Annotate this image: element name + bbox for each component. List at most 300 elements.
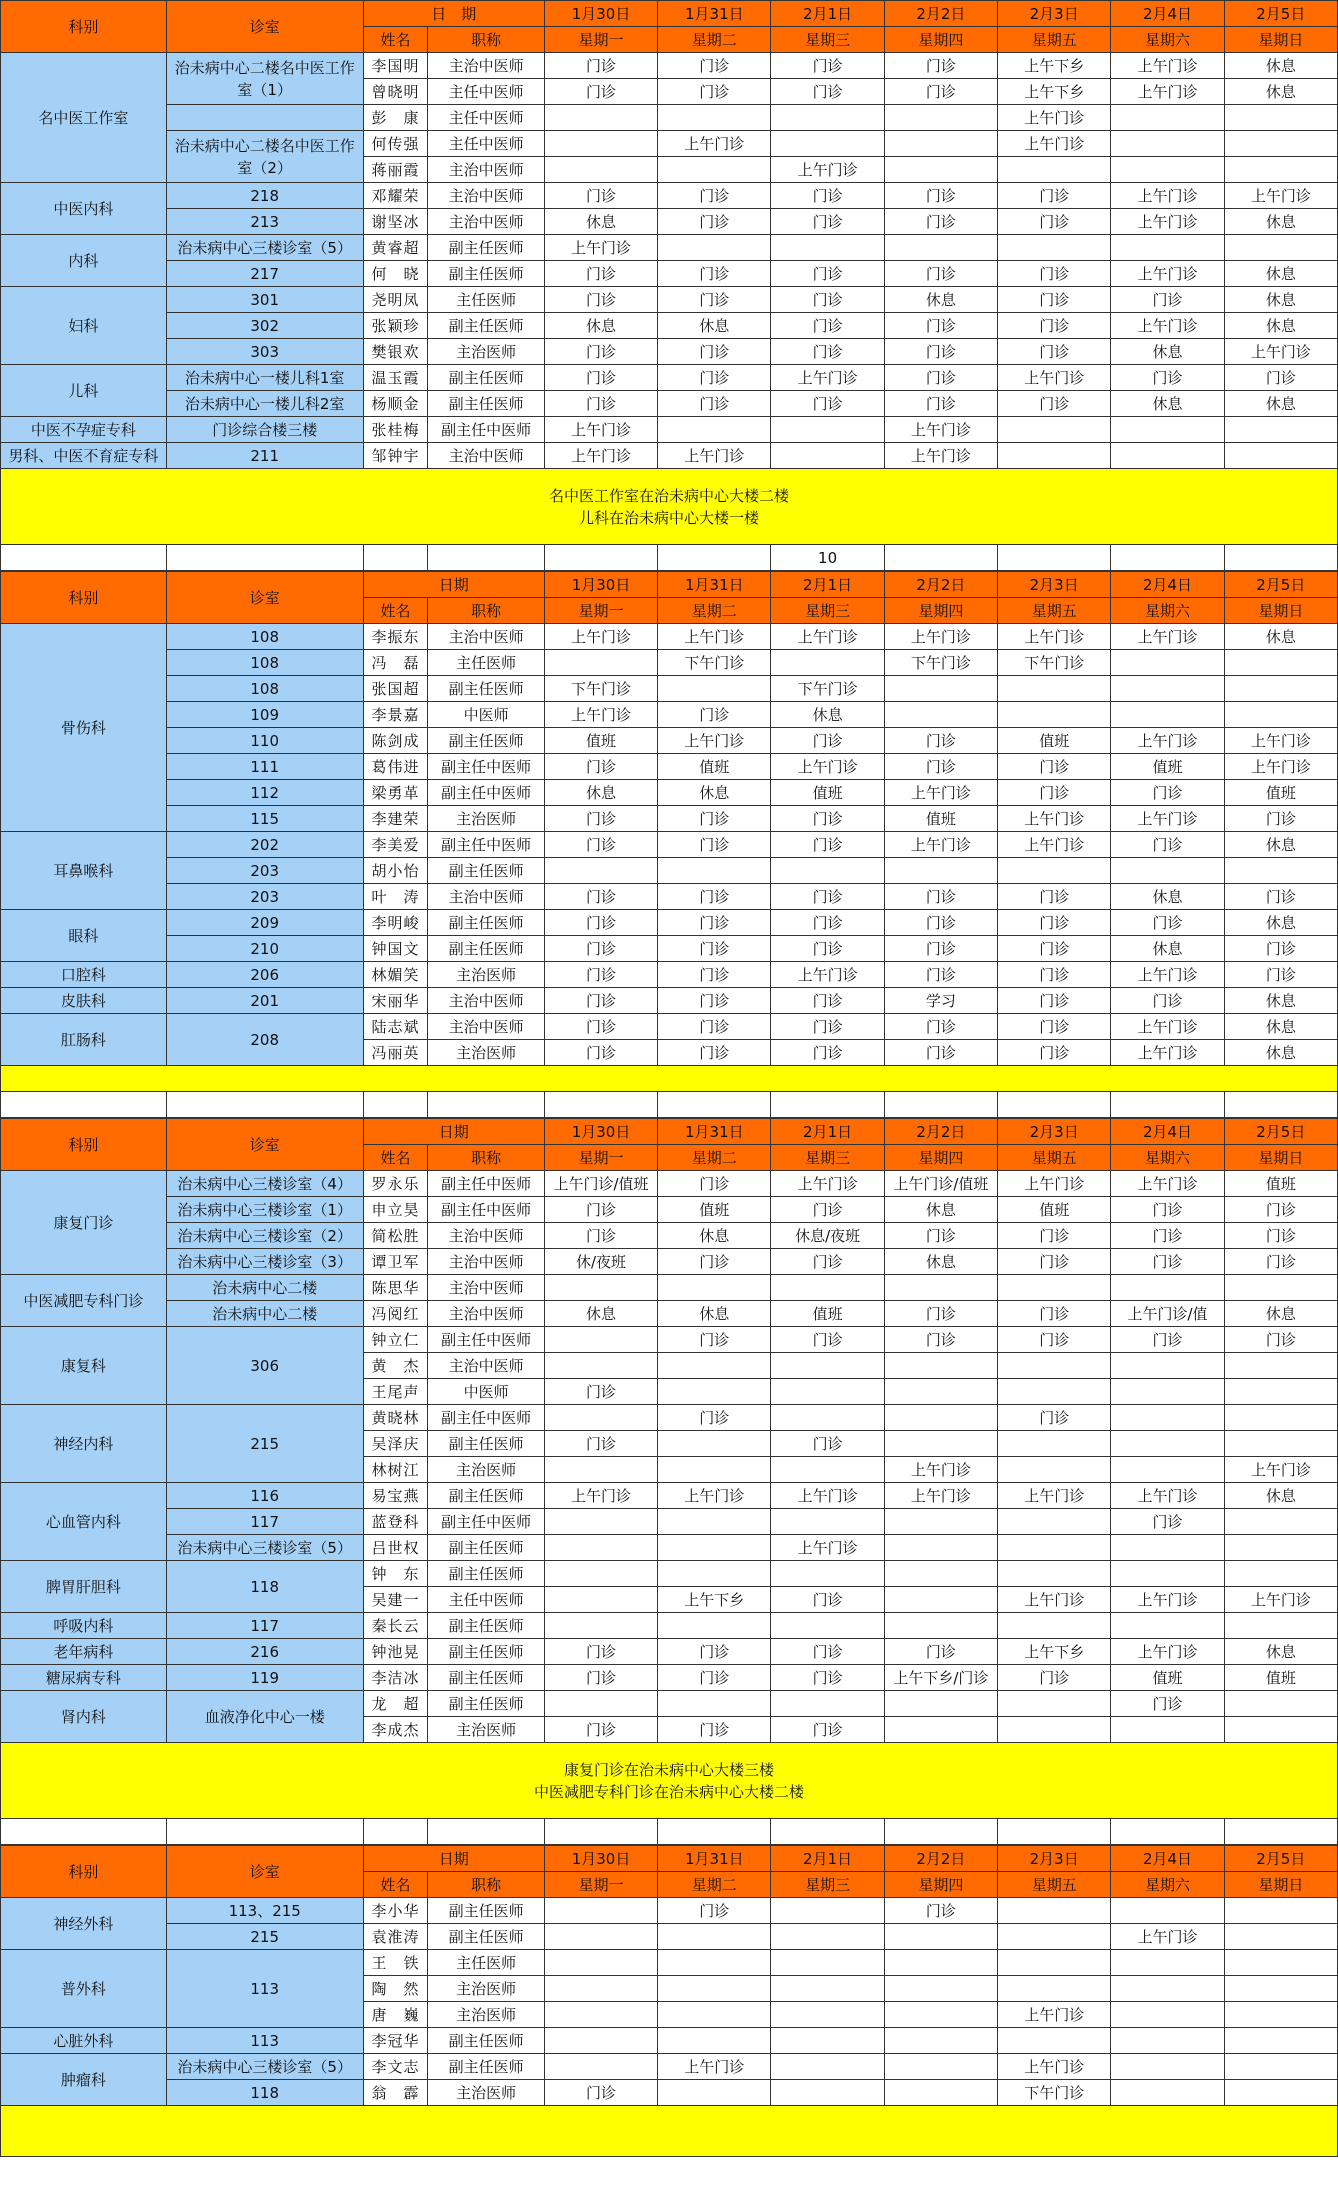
date-header: 2月3日 <box>998 572 1111 598</box>
schedule-cell: 门诊 <box>1224 936 1337 962</box>
department-cell: 神经内科 <box>1 1405 167 1483</box>
doctor-title: 主任中医师 <box>428 131 544 157</box>
note-text: 儿科在治未病中心大楼一楼 <box>578 508 759 527</box>
schedule-cell <box>1111 2002 1224 2028</box>
schedule-cell <box>998 1275 1111 1301</box>
schedule-cell <box>998 1950 1111 1976</box>
doctor-title: 主任中医师 <box>428 105 544 131</box>
department-cell: 心血管内科 <box>1 1483 167 1561</box>
schedule-cell: 上午门诊 <box>658 131 771 157</box>
weekday-header: 星期三 <box>771 1145 884 1171</box>
doctor-title: 主任中医师 <box>428 1587 544 1613</box>
schedule-cell: 门诊 <box>998 988 1111 1014</box>
schedule-cell <box>658 1976 771 2002</box>
weekday-header: 星期五 <box>998 598 1111 624</box>
date-header: 1月31日 <box>658 572 771 598</box>
schedule-cell: 门诊 <box>544 1379 657 1405</box>
schedule-cell <box>1111 1561 1224 1587</box>
schedule-cell: 门诊 <box>544 754 657 780</box>
schedule-cell <box>884 1587 997 1613</box>
doctor-name: 易宝燕 <box>363 1483 428 1509</box>
note-text: 康复门诊在治未病中心大楼三楼 <box>563 1760 774 1779</box>
blank-cell <box>1224 545 1337 571</box>
schedule-cell <box>884 2002 997 2028</box>
doctor-title: 副主任医师 <box>428 1431 544 1457</box>
room-cell: 115 <box>166 806 363 832</box>
doctor-row <box>1 53 1338 79</box>
schedule-cell: 门诊 <box>544 365 657 391</box>
schedule-cell <box>544 1924 657 1950</box>
doctor-row <box>1 105 1338 131</box>
doctor-title: 副主任医师 <box>428 365 544 391</box>
doctor-title: 副主任中医师 <box>428 1171 544 1197</box>
schedule-cell <box>1224 1379 1337 1405</box>
doctor-row <box>1 417 1338 443</box>
schedule-cell: 门诊 <box>658 962 771 988</box>
schedule-cell: 上午门诊/值班 <box>544 1171 657 1197</box>
date-header: 2月3日 <box>998 1119 1111 1145</box>
room-cell: 治未病中心三楼诊室（2） <box>166 1223 363 1249</box>
schedule-cell: 门诊 <box>658 1014 771 1040</box>
schedule-cell: 门诊 <box>884 1040 997 1066</box>
schedule-cell: 门诊 <box>771 1431 884 1457</box>
schedule-cell: 门诊 <box>884 1327 997 1353</box>
room-cell: 治未病中心三楼诊室（5） <box>166 1535 363 1561</box>
schedule-cell: 门诊 <box>1111 832 1224 858</box>
date-header: 2月2日 <box>884 572 997 598</box>
schedule-cell <box>544 2054 657 2080</box>
department-cell: 糖尿病专科 <box>1 1665 167 1691</box>
schedule-cell: 门诊 <box>771 988 884 1014</box>
schedule-cell: 门诊 <box>998 391 1111 417</box>
schedule-cell: 下午门诊 <box>544 676 657 702</box>
schedule-cell: 上午门诊 <box>1111 53 1224 79</box>
doctor-row <box>1 1301 1338 1327</box>
doctor-row <box>1 936 1338 962</box>
schedule-cell <box>1224 1509 1337 1535</box>
weekday-header: 星期六 <box>1111 1872 1224 1898</box>
doctor-row <box>1 365 1338 391</box>
doctor-row <box>1 1561 1338 1587</box>
schedule-cell <box>1111 1950 1224 1976</box>
schedule-cell: 门诊 <box>1111 1249 1224 1275</box>
schedule-cell: 门诊 <box>884 1898 997 1924</box>
schedule-cell: 值班 <box>544 728 657 754</box>
department-cell: 儿科 <box>1 365 167 417</box>
schedule-cell <box>1224 131 1337 157</box>
schedule-cell <box>998 1535 1111 1561</box>
doctor-name: 李洁冰 <box>363 1665 428 1691</box>
schedule-cell <box>544 2002 657 2028</box>
schedule-cell <box>544 131 657 157</box>
schedule-cell <box>998 676 1111 702</box>
room-cell: 108 <box>166 650 363 676</box>
room-cell: 302 <box>166 313 363 339</box>
schedule-cell <box>1224 1275 1337 1301</box>
blank-cell <box>363 1819 428 1845</box>
schedule-cell <box>544 858 657 884</box>
doctor-row <box>1 183 1338 209</box>
schedule-cell: 上午门诊 <box>998 1171 1111 1197</box>
doctor-name: 林媚笑 <box>363 962 428 988</box>
schedule-cell <box>658 1275 771 1301</box>
doctor-title: 副主任医师 <box>428 1561 544 1587</box>
doctor-name: 李冠华 <box>363 2028 428 2054</box>
department-cell: 中医减肥专科门诊 <box>1 1275 167 1327</box>
schedule-cell <box>884 1561 997 1587</box>
doctor-name: 李建荣 <box>363 806 428 832</box>
schedule-cell: 门诊 <box>771 806 884 832</box>
doctor-name: 谭卫军 <box>363 1249 428 1275</box>
doctor-row <box>1 2028 1338 2054</box>
blank-cell <box>544 1819 657 1845</box>
room-cell: 治未病中心二楼名中医工作室（2） <box>166 131 363 183</box>
date-header: 2月4日 <box>1111 1 1224 27</box>
schedule-cell: 门诊 <box>1224 806 1337 832</box>
schedule-cell: 门诊 <box>658 209 771 235</box>
doctor-row <box>1 728 1338 754</box>
schedule-cell: 上午门诊 <box>771 365 884 391</box>
weekday-header: 星期三 <box>771 27 884 53</box>
schedule-cell <box>1111 1535 1224 1561</box>
doctor-row <box>1 1197 1338 1223</box>
schedule-cell: 门诊 <box>544 936 657 962</box>
doctor-row <box>1 1950 1338 1976</box>
room-cell: 治未病中心三楼诊室（5） <box>166 235 363 261</box>
schedule-cell <box>1111 702 1224 728</box>
blank-cell <box>771 1092 884 1118</box>
schedule-cell: 门诊 <box>658 884 771 910</box>
schedule-cell: 门诊 <box>998 1405 1111 1431</box>
date-header: 2月1日 <box>771 572 884 598</box>
room-cell <box>166 105 363 131</box>
room-column-header: 诊室 <box>166 1846 363 1898</box>
schedule-cell: 休息 <box>658 1301 771 1327</box>
room-cell: 306 <box>166 1327 363 1405</box>
schedule-cell: 休息 <box>1224 988 1337 1014</box>
doctor-title: 副主任中医师 <box>428 1197 544 1223</box>
schedule-cell: 门诊 <box>771 79 884 105</box>
schedule-cell: 休息/夜班 <box>771 1223 884 1249</box>
room-cell: 211 <box>166 443 363 469</box>
schedule-cell <box>544 1457 657 1483</box>
schedule-cell <box>1111 157 1224 183</box>
schedule-cell: 上午门诊 <box>1111 1587 1224 1613</box>
room-cell: 206 <box>166 962 363 988</box>
schedule-cell: 门诊 <box>884 936 997 962</box>
schedule-cell <box>658 1924 771 1950</box>
doctor-title: 副主任医师 <box>428 1898 544 1924</box>
doctor-title: 主治医师 <box>428 806 544 832</box>
department-cell: 神经外科 <box>1 1898 167 1950</box>
schedule-cell: 门诊 <box>658 287 771 313</box>
schedule-cell <box>544 2028 657 2054</box>
schedule-cell: 上午门诊 <box>1224 183 1337 209</box>
doctor-title: 副主任医师 <box>428 1639 544 1665</box>
schedule-cell <box>884 1535 997 1561</box>
schedule-cell: 门诊 <box>771 1249 884 1275</box>
schedule-cell <box>1224 235 1337 261</box>
schedule-cell: 门诊 <box>544 183 657 209</box>
blank-cell <box>998 1819 1111 1845</box>
schedule-cell: 上午门诊 <box>1111 1483 1224 1509</box>
doctor-row <box>1 1691 1338 1717</box>
doctor-name: 秦长云 <box>363 1613 428 1639</box>
blank-cell <box>1111 1819 1224 1845</box>
schedule-cell <box>1224 1950 1337 1976</box>
date-header: 1月31日 <box>658 1 771 27</box>
doctor-name: 张国超 <box>363 676 428 702</box>
doctor-title: 副主任医师 <box>428 910 544 936</box>
doctor-title: 副主任医师 <box>428 2054 544 2080</box>
schedule-cell: 值班 <box>1224 1171 1337 1197</box>
doctor-name: 冯阅红 <box>363 1301 428 1327</box>
doctor-row <box>1 832 1338 858</box>
schedule-cell: 门诊 <box>658 183 771 209</box>
schedule-cell <box>884 235 997 261</box>
schedule-cell: 门诊 <box>544 261 657 287</box>
schedule-cell <box>884 702 997 728</box>
schedule-cell: 上午门诊 <box>884 443 997 469</box>
schedule-cell: 门诊 <box>998 1014 1111 1040</box>
doctor-row <box>1 1924 1338 1950</box>
room-column-header: 诊室 <box>166 1 363 53</box>
room-cell: 门诊综合楼三楼 <box>166 417 363 443</box>
doctor-title: 副主任医师 <box>428 261 544 287</box>
doctor-name: 陈思华 <box>363 1275 428 1301</box>
schedule-cell: 上午门诊 <box>771 157 884 183</box>
doctor-row <box>1 676 1338 702</box>
date-header: 2月2日 <box>884 1846 997 1872</box>
note-band <box>1 1066 1338 1092</box>
schedule-cell <box>771 1457 884 1483</box>
schedule-cell: 门诊 <box>884 1639 997 1665</box>
schedule-cell: 上午门诊 <box>544 235 657 261</box>
title-column-header: 职称 <box>428 1872 544 1898</box>
doctor-title: 副主任医师 <box>428 936 544 962</box>
doctor-title: 副主任医师 <box>428 1613 544 1639</box>
schedule-cell: 上午门诊 <box>1224 339 1337 365</box>
doctor-title: 副主任医师 <box>428 1665 544 1691</box>
doctor-row <box>1 962 1338 988</box>
schedule-cell: 门诊 <box>658 365 771 391</box>
schedule-cell: 门诊 <box>1224 1223 1337 1249</box>
blank-cell <box>998 1092 1111 1118</box>
doctor-title: 副主任中医师 <box>428 780 544 806</box>
doctor-title: 主任医师 <box>428 1950 544 1976</box>
doctor-name: 陆志斌 <box>363 1014 428 1040</box>
doctor-name: 谢坚冰 <box>363 209 428 235</box>
schedule-cell <box>771 1976 884 2002</box>
room-cell: 203 <box>166 858 363 884</box>
schedule-cell <box>884 1976 997 2002</box>
schedule-cell <box>771 2080 884 2106</box>
doctor-name: 张颖珍 <box>363 313 428 339</box>
date-header: 2月5日 <box>1224 1119 1337 1145</box>
schedule-cell: 值班 <box>1111 1665 1224 1691</box>
schedule-cell <box>1111 105 1224 131</box>
schedule-cell <box>771 1691 884 1717</box>
schedule-cell: 上午门诊 <box>884 624 997 650</box>
schedule-cell <box>998 1691 1111 1717</box>
blank-cell <box>658 545 771 571</box>
schedule-cell <box>884 1950 997 1976</box>
schedule-cell: 上午门诊 <box>998 365 1111 391</box>
schedule-cell: 门诊 <box>1224 884 1337 910</box>
department-cell: 康复科 <box>1 1327 167 1405</box>
name-column-header: 姓名 <box>363 598 428 624</box>
doctor-name: 龙 超 <box>363 1691 428 1717</box>
schedule-cell: 上午门诊 <box>998 2002 1111 2028</box>
schedule-cell: 门诊 <box>771 287 884 313</box>
weekday-header: 星期五 <box>998 27 1111 53</box>
doctor-row <box>1 1327 1338 1353</box>
doctor-name: 尧明凤 <box>363 287 428 313</box>
weekday-header: 星期一 <box>544 27 657 53</box>
blank-cell <box>1111 1092 1224 1118</box>
schedule-cell: 门诊 <box>998 962 1111 988</box>
schedule-cell: 门诊 <box>544 832 657 858</box>
doctor-row <box>1 1223 1338 1249</box>
schedule-cell <box>1224 1976 1337 2002</box>
schedule-cell: 休息 <box>884 1197 997 1223</box>
blank-cell <box>166 1819 363 1845</box>
doctor-name: 钟 东 <box>363 1561 428 1587</box>
schedule-cell: 休息 <box>1224 832 1337 858</box>
room-cell: 202 <box>166 832 363 858</box>
schedule-cell: 休息 <box>1224 624 1337 650</box>
schedule-cell <box>1224 1353 1337 1379</box>
schedule-cell <box>771 1561 884 1587</box>
department-cell: 中医不孕症专科 <box>1 417 167 443</box>
doctor-title: 主治中医师 <box>428 157 544 183</box>
schedule-cell <box>884 105 997 131</box>
schedule-cell <box>1224 676 1337 702</box>
department-cell: 普外科 <box>1 1950 167 2028</box>
schedule-cell: 上午门诊 <box>884 832 997 858</box>
schedule-cell: 门诊 <box>1111 287 1224 313</box>
doctor-name: 李明峻 <box>363 910 428 936</box>
schedule-cell: 门诊 <box>884 53 997 79</box>
schedule-cell <box>884 1379 997 1405</box>
schedule-cell <box>1224 858 1337 884</box>
date-header: 2月1日 <box>771 1 884 27</box>
doctor-row <box>1 1509 1338 1535</box>
date-header: 2月4日 <box>1111 1846 1224 1872</box>
schedule-cell: 上午门诊 <box>1224 1587 1337 1613</box>
department-cell: 内科 <box>1 235 167 287</box>
schedule-cell: 上午门诊 <box>771 1171 884 1197</box>
room-cell: 治未病中心二楼 <box>166 1301 363 1327</box>
schedule-cell: 门诊 <box>658 1327 771 1353</box>
schedule-cell: 休息 <box>1224 261 1337 287</box>
schedule-cell <box>1111 1717 1224 1743</box>
schedule-cell <box>658 1535 771 1561</box>
note-text: 名中医工作室在治未病中心大楼二楼 <box>548 486 789 505</box>
schedule-cell: 门诊 <box>998 910 1111 936</box>
room-cell: 血液净化中心一楼 <box>166 1691 363 1743</box>
doctor-title: 副主任中医师 <box>428 1327 544 1353</box>
schedule-cell: 上午门诊 <box>998 832 1111 858</box>
schedule-cell <box>658 1353 771 1379</box>
schedule-cell: 门诊 <box>658 1405 771 1431</box>
schedule-cell <box>998 1717 1111 1743</box>
doctor-name: 邹钟宇 <box>363 443 428 469</box>
schedule-cell <box>1224 1717 1337 1743</box>
schedule-cell: 门诊 <box>544 1639 657 1665</box>
doctor-row <box>1 131 1338 157</box>
schedule-cell: 休息 <box>544 780 657 806</box>
schedule-cell <box>884 131 997 157</box>
schedule-cell: 门诊 <box>771 261 884 287</box>
department-cell: 老年病科 <box>1 1639 167 1665</box>
blank-cell <box>1 545 167 571</box>
schedule-cell: 门诊 <box>544 53 657 79</box>
schedule-cell: 上午门诊 <box>1111 1924 1224 1950</box>
room-cell: 210 <box>166 936 363 962</box>
schedule-cell <box>1111 1353 1224 1379</box>
room-cell: 119 <box>166 1665 363 1691</box>
schedule-cell: 门诊 <box>884 1014 997 1040</box>
schedule-cell: 上午门诊/值班 <box>884 1171 997 1197</box>
blank-cell <box>1 1819 167 1845</box>
schedule-cell: 上午门诊 <box>544 417 657 443</box>
schedule-cell: 上午门诊 <box>544 702 657 728</box>
schedule-cell: 门诊 <box>998 780 1111 806</box>
schedule-cell <box>1111 858 1224 884</box>
doctor-name: 张桂梅 <box>363 417 428 443</box>
schedule-cell: 上午门诊 <box>1111 962 1224 988</box>
blank-cell <box>998 545 1111 571</box>
schedule-cell: 门诊 <box>998 209 1111 235</box>
doctor-row <box>1 1249 1338 1275</box>
schedule-cell: 门诊 <box>884 728 997 754</box>
room-cell: 215 <box>166 1405 363 1483</box>
schedule-cell: 门诊 <box>771 183 884 209</box>
blank-cell <box>658 1092 771 1118</box>
schedule-cell <box>771 1275 884 1301</box>
schedule-cell <box>998 417 1111 443</box>
doctor-title: 主治中医师 <box>428 1275 544 1301</box>
doctor-title: 主治中医师 <box>428 209 544 235</box>
blank-cell <box>428 545 544 571</box>
schedule-cell: 上午门诊 <box>771 1483 884 1509</box>
date-header: 1月31日 <box>658 1119 771 1145</box>
room-cell: 116 <box>166 1483 363 1509</box>
doctor-name: 黄 杰 <box>363 1353 428 1379</box>
date-header: 2月1日 <box>771 1119 884 1145</box>
date-header: 2月5日 <box>1224 572 1337 598</box>
blank-cell <box>166 1092 363 1118</box>
schedule-cell: 门诊 <box>884 365 997 391</box>
doctor-row <box>1 806 1338 832</box>
schedule-cell: 门诊 <box>544 806 657 832</box>
schedule-cell <box>771 443 884 469</box>
schedule-cell: 下午门诊 <box>884 650 997 676</box>
room-cell: 117 <box>166 1613 363 1639</box>
schedule-cell <box>771 235 884 261</box>
doctor-name: 唐 巍 <box>363 2002 428 2028</box>
schedule-cell: 上午门诊 <box>884 780 997 806</box>
date-header: 1月31日 <box>658 1846 771 1872</box>
doctor-name: 葛伟进 <box>363 754 428 780</box>
schedule-cell: 门诊 <box>884 261 997 287</box>
schedule-cell <box>998 443 1111 469</box>
room-cell: 217 <box>166 261 363 287</box>
doctor-title: 主治医师 <box>428 339 544 365</box>
doctor-name: 吴泽庆 <box>363 1431 428 1457</box>
blank-cell: 10 <box>771 545 884 571</box>
